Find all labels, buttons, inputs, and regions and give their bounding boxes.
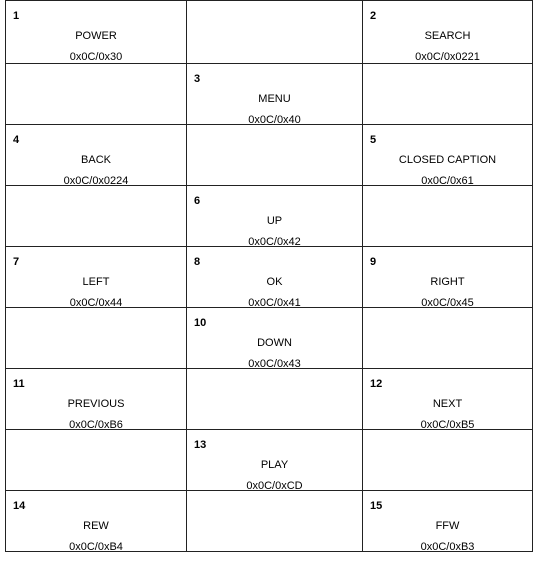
button-code: 0x0C/0xB6	[69, 419, 123, 431]
empty-cell	[363, 308, 533, 369]
button-code: 0x0C/0x45	[421, 297, 474, 309]
cell-search	[363, 1, 533, 64]
empty-cell	[6, 186, 187, 247]
button-code: 0x0C/0x61	[421, 175, 474, 187]
button-code: 0x0C/0x40	[248, 114, 301, 126]
empty-cell	[6, 308, 187, 369]
cell-back	[6, 125, 187, 186]
cell-play	[187, 430, 363, 491]
button-number: 2	[370, 10, 377, 22]
button-number: 13	[194, 439, 207, 451]
button-number: 14	[13, 500, 26, 512]
button-code: 0x0C/0xB3	[420, 541, 475, 553]
button-code: 0x0C/0xB5	[420, 419, 475, 431]
button-number: 6	[194, 195, 201, 207]
table-row	[6, 369, 533, 430]
button-number: 4	[13, 134, 20, 146]
button-code: 0x0C/0x30	[69, 51, 123, 63]
button-number: 7	[13, 256, 20, 268]
cell-ffw	[363, 491, 533, 552]
button-label: BACK	[81, 154, 111, 166]
cell-down	[187, 308, 363, 369]
button-label: PREVIOUS	[67, 398, 125, 410]
empty-cell	[363, 430, 533, 491]
button-label: MENU	[258, 93, 291, 105]
cell-right	[363, 247, 533, 308]
button-code: 0x0C/0x44	[69, 297, 123, 309]
cell-ok	[187, 247, 363, 308]
cell-previous	[6, 369, 187, 430]
button-label: REW	[83, 520, 109, 532]
cell-left	[6, 247, 187, 308]
button-code: 0x0C/0xCD	[246, 480, 303, 492]
button-code: 0x0C/0x43	[248, 358, 301, 370]
button-number: 3	[194, 73, 201, 85]
cell-menu	[187, 64, 363, 125]
button-number: 9	[370, 256, 377, 268]
table-row	[6, 64, 533, 125]
table-row	[6, 247, 533, 308]
table-row	[6, 430, 533, 491]
empty-cell	[363, 64, 533, 125]
button-number: 10	[194, 317, 207, 329]
button-number: 11	[13, 378, 25, 390]
empty-cell	[6, 430, 187, 491]
button-code: 0x0C/0x0221	[415, 51, 480, 63]
cell-next	[363, 369, 533, 430]
button-number: 1	[13, 10, 20, 22]
cell-closed-caption	[363, 125, 533, 186]
table-row	[6, 308, 533, 369]
button-label: LEFT	[82, 276, 110, 288]
button-label: DOWN	[257, 337, 292, 349]
table-row	[6, 186, 533, 247]
cell-up	[187, 186, 363, 247]
button-code: 0x0C/0x42	[248, 236, 301, 248]
empty-cell	[187, 1, 363, 64]
button-label: OK	[266, 276, 283, 288]
button-number: 5	[370, 134, 377, 146]
button-label: SEARCH	[424, 30, 471, 42]
table-row	[6, 1, 533, 64]
button-label: FFW	[435, 520, 460, 532]
cell-power	[6, 1, 187, 64]
remote-button-map-table	[5, 0, 533, 552]
button-number: 8	[194, 256, 201, 268]
table-row	[6, 125, 533, 186]
button-code: 0x0C/0x0224	[63, 175, 129, 187]
empty-cell	[187, 491, 363, 552]
button-label: POWER	[75, 30, 117, 42]
empty-cell	[187, 369, 363, 430]
button-code: 0x0C/0xB4	[69, 541, 123, 553]
empty-cell	[187, 125, 363, 186]
button-code: 0x0C/0x41	[248, 297, 301, 309]
cell-rew	[6, 491, 187, 552]
empty-cell	[6, 64, 187, 125]
table-row	[6, 491, 533, 552]
button-label: UP	[266, 215, 283, 227]
button-number: 12	[370, 378, 383, 390]
button-label: CLOSED CAPTION	[398, 154, 497, 166]
empty-cell	[363, 186, 533, 247]
button-number: 15	[370, 500, 383, 512]
button-label: NEXT	[432, 398, 463, 410]
button-label: PLAY	[260, 459, 289, 471]
button-label: RIGHT	[430, 276, 465, 288]
